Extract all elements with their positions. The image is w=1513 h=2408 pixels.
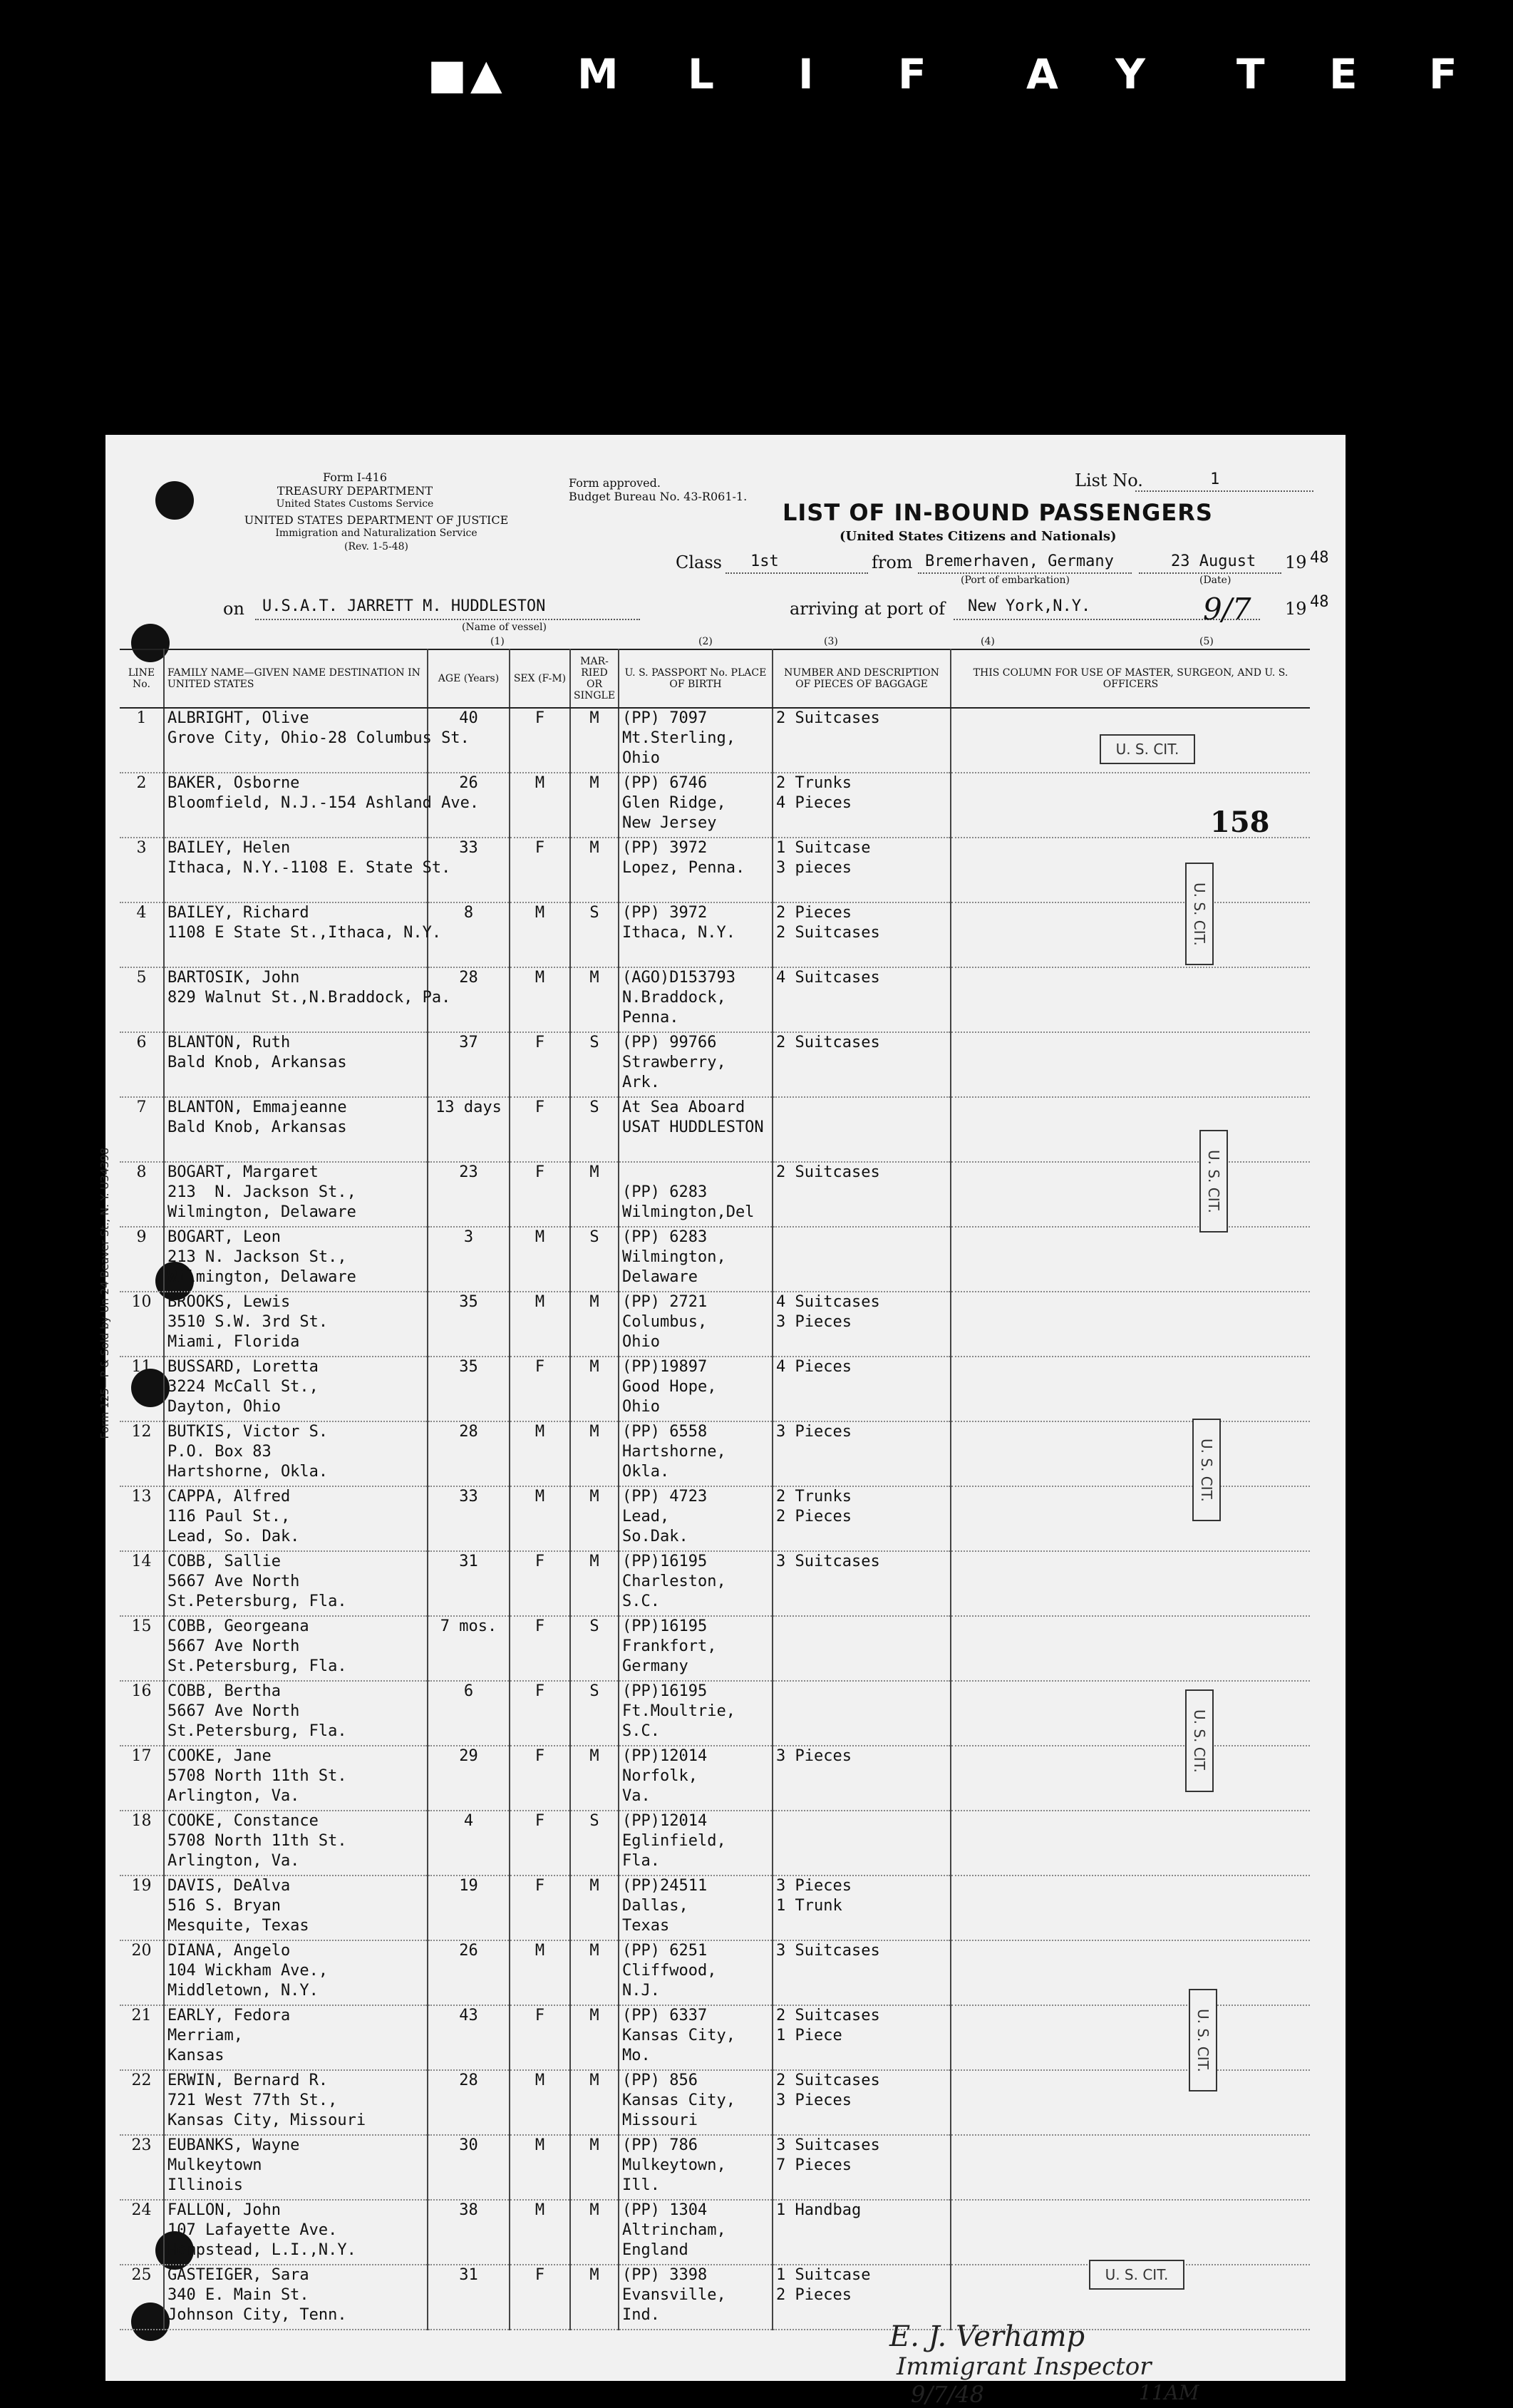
table-row xyxy=(120,1616,1310,1681)
col-age: AGE (Years) xyxy=(428,649,510,708)
passenger-sex: M xyxy=(510,1227,570,1292)
passenger-sex: F xyxy=(510,1551,570,1616)
signature-date: 9/7/48 xyxy=(911,2381,984,2408)
line-number: 8 xyxy=(120,1162,164,1227)
passenger-name: BUTKIS, Victor S. P.O. Box 83 Hartshorne, Okla. xyxy=(164,1421,428,1486)
passenger-name: BARTOSIK, John 829 Walnut St.,N.Braddock, Pa. xyxy=(164,967,428,1032)
line-number: 23 xyxy=(120,2135,164,2200)
passenger-name: COBB, Sallie 5667 Ave North St.Petersburg, Fla. xyxy=(164,1551,428,1616)
officer-notes xyxy=(951,1811,1310,1876)
passenger-name: BAILEY, Richard 1108 E State St.,Ithaca, N.Y. xyxy=(164,902,428,967)
marital-status: M xyxy=(570,2265,619,2330)
arrival-date: 9/7 xyxy=(1203,592,1251,627)
table-row xyxy=(120,1551,1310,1616)
baggage xyxy=(773,1811,951,1876)
baggage: 2 Trunks 4 Pieces xyxy=(773,773,951,838)
officer-notes xyxy=(951,1876,1310,1940)
passport-birthplace: (PP)16195 Ft.Moultrie, S.C. xyxy=(619,1681,773,1746)
baggage: 2 Suitcases xyxy=(773,1032,951,1097)
baggage: 2 Suitcases 3 Pieces xyxy=(773,2070,951,2135)
marital-status: M xyxy=(570,2005,619,2070)
marital-status: M xyxy=(570,2070,619,2135)
treasury-dept: TREASURY DEPARTMENT xyxy=(277,484,433,498)
officer-notes xyxy=(951,1032,1310,1097)
passport-birthplace: (PP)12014 Eglinfield, Fla. xyxy=(619,1811,773,1876)
line-number: 9 xyxy=(120,1227,164,1292)
passenger-name: COOKE, Jane 5708 North 11th St. Arlington, Va. xyxy=(164,1746,428,1811)
passenger-name: DAVIS, DeAlva 516 S. Bryan Mesquite, Texas xyxy=(164,1876,428,1940)
passenger-name: BOGART, Margaret 213 N. Jackson St., Wilmington, Delaware xyxy=(164,1162,428,1227)
budget-bureau: Budget Bureau No. 43-R061-1. xyxy=(569,490,748,503)
table-row xyxy=(120,1292,1310,1357)
line-number: 17 xyxy=(120,1746,164,1811)
year-value: 48 xyxy=(1310,549,1329,567)
passport-birthplace: (AGO)D153793 N.Braddock, Penna. xyxy=(619,967,773,1032)
embarkation-port: Bremerhaven, Germany xyxy=(925,552,1114,570)
film-letter: Y xyxy=(1115,50,1145,98)
marital-status: M xyxy=(570,1357,619,1421)
passenger-sex: M xyxy=(510,773,570,838)
passenger-name: COBB, Bertha 5667 Ave North St.Petersburg, Fla. xyxy=(164,1681,428,1746)
line-number: 24 xyxy=(120,2200,164,2265)
officer-notes xyxy=(951,967,1310,1032)
table-row xyxy=(120,1681,1310,1746)
passenger-age: 3 xyxy=(428,1227,510,1292)
baggage: 2 Suitcases xyxy=(773,1162,951,1227)
baggage: 3 Suitcases 7 Pieces xyxy=(773,2135,951,2200)
passport-birthplace: (PP)16195 Charleston, S.C. xyxy=(619,1551,773,1616)
col-passport: U. S. PASSPORT No. PLACE OF BIRTH xyxy=(619,649,773,708)
passenger-name: COBB, Georgeana 5667 Ave North St.Petersburg, Fla. xyxy=(164,1616,428,1681)
approval-block xyxy=(569,476,747,503)
table-row xyxy=(120,2200,1310,2265)
film-letter: F xyxy=(1429,50,1457,98)
marital-status: M xyxy=(570,708,619,773)
passenger-sex: M xyxy=(510,1421,570,1486)
officer-notes xyxy=(951,1162,1310,1227)
arrival-year: 48 xyxy=(1310,593,1329,611)
line-number: 20 xyxy=(120,1940,164,2005)
customs-service: United States Customs Service xyxy=(276,498,434,510)
from-label: from xyxy=(872,552,913,572)
officer-notes xyxy=(951,1421,1310,1486)
baggage: 4 Suitcases 3 Pieces xyxy=(773,1292,951,1357)
passenger-age: 37 xyxy=(428,1032,510,1097)
vessel-name: U.S.A.T. JARRETT M. HUDDLESTON xyxy=(262,597,546,615)
table-row xyxy=(120,1097,1310,1162)
from-line xyxy=(918,572,1132,574)
line-number: 14 xyxy=(120,1551,164,1616)
officer-notes xyxy=(951,1940,1310,2005)
table-row xyxy=(120,2135,1310,2200)
marital-status: M xyxy=(570,1162,619,1227)
line-number: 21 xyxy=(120,2005,164,2070)
line-number: 12 xyxy=(120,1421,164,1486)
passenger-age: 4 xyxy=(428,1811,510,1876)
passenger-age: 7 mos. xyxy=(428,1616,510,1681)
ins-service: Immigration and Naturalization Service xyxy=(275,528,477,539)
passport-birthplace: (PP)19897 Good Hope, Ohio xyxy=(619,1357,773,1421)
col-officers: THIS COLUMN FOR USE OF MASTER, SURGEON, AND U. S. OFFICERS xyxy=(951,649,1310,708)
passenger-age: 13 days xyxy=(428,1097,510,1162)
form-agency-block xyxy=(248,470,462,511)
marital-status: M xyxy=(570,1551,619,1616)
col-name: FAMILY NAME—GIVEN NAME DESTINATION IN UNITED STATES xyxy=(164,649,428,708)
vessel-caption: (Name of vessel) xyxy=(462,622,547,633)
passport-birthplace: (PP) 6746 Glen Ridge, New Jersey xyxy=(619,773,773,838)
form-number: Form I-416 xyxy=(322,470,388,484)
film-letter: M xyxy=(577,50,619,98)
officer-notes xyxy=(951,2070,1310,2135)
table-row xyxy=(120,773,1310,838)
arriving-label: arriving at port of xyxy=(790,599,946,619)
passport-birthplace: (PP) 6251 Cliffwood, N.J. xyxy=(619,1940,773,2005)
table-row xyxy=(120,967,1310,1032)
baggage: 2 Suitcases 1 Piece xyxy=(773,2005,951,2070)
date-line xyxy=(1139,572,1281,574)
form-approved: Form approved. xyxy=(569,476,661,490)
film-letter: F xyxy=(898,50,926,98)
justice-block xyxy=(220,513,533,554)
baggage xyxy=(773,1681,951,1746)
table-row xyxy=(120,902,1310,967)
film-letter: E xyxy=(1329,50,1358,98)
us-cit-stamp: U. S. CIT. xyxy=(1089,2260,1184,2290)
class-label: Class xyxy=(676,552,722,572)
line-number: 1 xyxy=(120,708,164,773)
passenger-name: GASTEIGER, Sara 340 E. Main St. Johnson City, Tenn. xyxy=(164,2265,428,2330)
film-letter: A xyxy=(1026,50,1058,98)
passenger-age: 19 xyxy=(428,1876,510,1940)
passport-birthplace: (PP) 2721 Columbus, Ohio xyxy=(619,1292,773,1357)
passenger-age: 23 xyxy=(428,1162,510,1227)
passenger-sex: M xyxy=(510,1292,570,1357)
baggage: 4 Suitcases xyxy=(773,967,951,1032)
baggage: 3 Pieces xyxy=(773,1746,951,1811)
passenger-name: BAKER, Osborne Bloomfield, N.J.-154 Ashland Ave. xyxy=(164,773,428,838)
signature-time: 11AM xyxy=(1139,2381,1199,2404)
passenger-sex: M xyxy=(510,967,570,1032)
col-num-5: (5) xyxy=(1199,636,1214,647)
table-row xyxy=(120,1811,1310,1876)
officer-notes xyxy=(951,1357,1310,1421)
marital-status: M xyxy=(570,1876,619,1940)
passenger-sex: F xyxy=(510,1746,570,1811)
table-row xyxy=(120,1227,1310,1292)
us-cit-stamp: U. S. CIT. xyxy=(1199,1130,1228,1233)
list-no-line xyxy=(1135,490,1313,492)
baggage xyxy=(773,1097,951,1162)
baggage: 3 Suitcases xyxy=(773,1940,951,2005)
page-subtitle: (United States Citizens and Nationals) xyxy=(840,529,1117,544)
passenger-age: 35 xyxy=(428,1292,510,1357)
passport-birthplace: At Sea Aboard USAT HUDDLESTON xyxy=(619,1097,773,1162)
line-number: 19 xyxy=(120,1876,164,1940)
table-row xyxy=(120,838,1310,902)
passport-birthplace: (PP)12014 Norfolk, Va. xyxy=(619,1746,773,1811)
passenger-manifest-page xyxy=(98,435,1346,2408)
officer-notes xyxy=(951,1097,1310,1162)
passport-birthplace: (PP) 786 Mulkeytown, Ill. xyxy=(619,2135,773,2200)
marital-status: M xyxy=(570,838,619,902)
film-header xyxy=(428,29,1461,121)
film-letter: T xyxy=(1236,50,1265,98)
officer-notes xyxy=(951,902,1310,967)
passenger-sex: F xyxy=(510,1616,570,1681)
passenger-age: 31 xyxy=(428,2265,510,2330)
marital-status: S xyxy=(570,1616,619,1681)
marital-status: M xyxy=(570,2200,619,2265)
passenger-age: 26 xyxy=(428,773,510,838)
baggage: 3 Pieces xyxy=(773,1421,951,1486)
passenger-age: 38 xyxy=(428,2200,510,2265)
table-row xyxy=(120,1746,1310,1811)
inspector-title: Immigrant Inspector xyxy=(897,2352,1152,2381)
officer-notes xyxy=(951,1486,1310,1551)
passenger-sex: F xyxy=(510,1357,570,1421)
passenger-sex: M xyxy=(510,1486,570,1551)
table-row xyxy=(120,1421,1310,1486)
baggage: 4 Pieces xyxy=(773,1357,951,1421)
passenger-age: 28 xyxy=(428,967,510,1032)
line-number: 5 xyxy=(120,967,164,1032)
passenger-age: 28 xyxy=(428,1421,510,1486)
vessel-line xyxy=(255,619,640,620)
passport-birthplace: (PP)16195 Frankfort, Germany xyxy=(619,1616,773,1681)
film-letter: ■ xyxy=(428,50,467,98)
passenger-age: 28 xyxy=(428,2070,510,2135)
baggage: 3 Pieces 1 Trunk xyxy=(773,1876,951,1940)
baggage: 1 Handbag xyxy=(773,2200,951,2265)
officer-notes xyxy=(951,1681,1310,1746)
baggage xyxy=(773,1227,951,1292)
on-label: on xyxy=(223,599,244,619)
col-num-1: (1) xyxy=(490,636,505,647)
line-number: 10 xyxy=(120,1292,164,1357)
officer-notes xyxy=(951,2005,1310,2070)
col-line: LINE No. xyxy=(120,649,164,708)
passenger-sex: F xyxy=(510,1876,570,1940)
passenger-sex: F xyxy=(510,2265,570,2330)
col-num-3: (3) xyxy=(824,636,838,647)
col-num-4: (4) xyxy=(981,636,995,647)
passenger-age: 26 xyxy=(428,1940,510,2005)
marital-status: S xyxy=(570,1811,619,1876)
list-no-value: 1 xyxy=(1210,470,1220,488)
col-baggage: NUMBER AND DESCRIPTION OF PIECES OF BAGGAGE xyxy=(773,649,951,708)
baggage: 2 Trunks 2 Pieces xyxy=(773,1486,951,1551)
marital-status: S xyxy=(570,902,619,967)
passport-birthplace: (PP) 6558 Hartshorne, Okla. xyxy=(619,1421,773,1486)
table-row xyxy=(120,1357,1310,1421)
inspector-signature: E. J. Verhamp xyxy=(889,2320,1085,2353)
passenger-age: 30 xyxy=(428,2135,510,2200)
passport-birthplace: (PP) 1304 Altrincham, England xyxy=(619,2200,773,2265)
officer-notes xyxy=(951,2200,1310,2265)
line-number: 6 xyxy=(120,1032,164,1097)
officer-notes xyxy=(951,2135,1310,2200)
passenger-name: DIANA, Angelo 104 Wickham Ave., Middletown, N.Y. xyxy=(164,1940,428,2005)
date-caption: (Date) xyxy=(1199,575,1231,586)
line-number: 25 xyxy=(120,2265,164,2330)
film-letter: ▲ xyxy=(470,50,502,98)
col-num-2: (2) xyxy=(698,636,713,647)
passenger-sex: M xyxy=(510,1940,570,2005)
port-caption: (Port of embarkation) xyxy=(961,575,1070,586)
officer-notes xyxy=(951,1292,1310,1357)
marital-status: S xyxy=(570,1032,619,1097)
passenger-sex: F xyxy=(510,1097,570,1162)
col-sex: SEX (F-M) xyxy=(510,649,570,708)
passenger-sex: F xyxy=(510,2005,570,2070)
passenger-age: 6 xyxy=(428,1681,510,1746)
marital-status: M xyxy=(570,773,619,838)
officer-notes xyxy=(951,1746,1310,1811)
officer-notes xyxy=(951,1227,1310,1292)
justice-dept: UNITED STATES DEPARTMENT OF JUSTICE xyxy=(244,513,509,527)
marital-status: M xyxy=(570,1421,619,1486)
page-title: LIST OF IN-BOUND PASSENGERS xyxy=(783,499,1213,526)
marital-status: M xyxy=(570,1940,619,2005)
passenger-age: 35 xyxy=(428,1357,510,1421)
marital-status: M xyxy=(570,1486,619,1551)
marital-status: M xyxy=(570,2135,619,2200)
table-row xyxy=(120,1940,1310,2005)
film-letter: L xyxy=(688,50,714,98)
marital-status: M xyxy=(570,967,619,1032)
officer-notes xyxy=(951,838,1310,902)
passenger-sex: F xyxy=(510,838,570,902)
arrival-year-prefix: 19 xyxy=(1285,599,1307,619)
passenger-sex: M xyxy=(510,2135,570,2200)
passport-birthplace: (PP) 3398 Evansville, Ind. xyxy=(619,2265,773,2330)
marital-status: S xyxy=(570,1097,619,1162)
us-cit-stamp: U. S. CIT. xyxy=(1185,1689,1214,1792)
line-number: 11 xyxy=(120,1357,164,1421)
class-line xyxy=(725,572,868,574)
printer-imprint: Form 125—P & Sold by Un 24 Beaver St., N. Y. U34398 xyxy=(98,1148,111,1439)
passenger-age: 43 xyxy=(428,2005,510,2070)
passenger-sex: F xyxy=(510,708,570,773)
line-number: 22 xyxy=(120,2070,164,2135)
list-no-label: List No. xyxy=(1075,470,1143,490)
line-number: 13 xyxy=(120,1486,164,1551)
passenger-sex: F xyxy=(510,1811,570,1876)
us-cit-stamp: U. S. CIT. xyxy=(1185,863,1214,965)
us-cit-stamp: U. S. CIT. xyxy=(1192,1419,1221,1521)
passenger-age: 29 xyxy=(428,1746,510,1811)
passenger-age: 8 xyxy=(428,902,510,967)
table-row xyxy=(120,2070,1310,2135)
line-number: 16 xyxy=(120,1681,164,1746)
passenger-name: BAILEY, Helen Ithaca, N.Y.-1108 E. State St. xyxy=(164,838,428,902)
passenger-name: COOKE, Constance 5708 North 11th St. Arlington, Va. xyxy=(164,1811,428,1876)
line-number: 15 xyxy=(120,1616,164,1681)
officer-notes xyxy=(951,1616,1310,1681)
marital-status: M xyxy=(570,1292,619,1357)
line-number: 18 xyxy=(120,1811,164,1876)
table-row xyxy=(120,1486,1310,1551)
baggage: 2 Suitcases xyxy=(773,708,951,773)
film-letter: I xyxy=(798,50,814,98)
passenger-name: BLANTON, Emmajeanne Bald Knob, Arkansas xyxy=(164,1097,428,1162)
passenger-count: 158 xyxy=(1210,806,1270,839)
marital-status: M xyxy=(570,1746,619,1811)
passenger-name: BUSSARD, Loretta 3224 McCall St., Dayton, Ohio xyxy=(164,1357,428,1421)
table-header-row xyxy=(120,649,1310,708)
passport-birthplace: (PP) 6337 Kansas City, Mo. xyxy=(619,2005,773,2070)
table-row xyxy=(120,1032,1310,1097)
table-row xyxy=(120,1162,1310,1227)
officer-notes xyxy=(951,1551,1310,1616)
table-row xyxy=(120,1876,1310,1940)
passenger-sex: M xyxy=(510,2070,570,2135)
passenger-name: CAPPA, Alfred 116 Paul St., Lead, So. Dak. xyxy=(164,1486,428,1551)
passenger-name: ERWIN, Bernard R. 721 West 77th St., Kansas City, Missouri xyxy=(164,2070,428,2135)
passport-birthplace: (PP) 856 Kansas City, Missouri xyxy=(619,2070,773,2135)
passenger-age: 40 xyxy=(428,708,510,773)
passenger-sex: M xyxy=(510,2200,570,2265)
passenger-name: EARLY, Fedora Merriam, Kansas xyxy=(164,2005,428,2070)
passenger-age: 33 xyxy=(428,838,510,902)
line-number: 3 xyxy=(120,838,164,902)
passenger-age: 33 xyxy=(428,1486,510,1551)
passenger-sex: F xyxy=(510,1162,570,1227)
class-value: 1st xyxy=(750,552,779,570)
passenger-name: ALBRIGHT, Olive Grove City, Ohio-28 Columbus St. xyxy=(164,708,428,773)
line-number: 4 xyxy=(120,902,164,967)
passenger-name: BOGART, Leon 213 N. Jackson St., Wilmington, Delaware xyxy=(164,1227,428,1292)
embarkation-date: 23 August xyxy=(1171,552,1256,570)
year-prefix: 19 xyxy=(1285,552,1307,572)
passenger-sex: F xyxy=(510,1681,570,1746)
baggage xyxy=(773,1616,951,1681)
baggage: 2 Pieces 2 Suitcases xyxy=(773,902,951,967)
passport-birthplace: (PP) 6283 Wilmington,Del xyxy=(619,1162,773,1227)
passport-birthplace: (PP)24511 Dallas, Texas xyxy=(619,1876,773,1940)
passenger-name: BROOKS, Lewis 3510 S.W. 3rd St. Miami, Florida xyxy=(164,1292,428,1357)
passenger-name: BLANTON, Ruth Bald Knob, Arkansas xyxy=(164,1032,428,1097)
table-row xyxy=(120,2005,1310,2070)
baggage: 1 Suitcase 3 pieces xyxy=(773,838,951,902)
marital-status: S xyxy=(570,1681,619,1746)
passport-birthplace: (PP) 3972 Lopez, Penna. xyxy=(619,838,773,902)
passenger-name: FALLON, John 107 Lafayette Ave. Hempstead, L.I.,N.Y. xyxy=(164,2200,428,2265)
us-cit-stamp: U. S. CIT. xyxy=(1189,1989,1217,2091)
passenger-sex: M xyxy=(510,902,570,967)
passenger-age: 31 xyxy=(428,1551,510,1616)
marital-status: S xyxy=(570,1227,619,1292)
passenger-table xyxy=(120,649,1310,2330)
line-number: 2 xyxy=(120,773,164,838)
passenger-sex: F xyxy=(510,1032,570,1097)
passport-birthplace: (PP) 3972 Ithaca, N.Y. xyxy=(619,902,773,967)
passenger-name: EUBANKS, Wayne Mulkeytown Illinois xyxy=(164,2135,428,2200)
punch-hole xyxy=(155,481,194,520)
col-married: MAR-RIED OR SINGLE xyxy=(570,649,619,708)
line-number: 7 xyxy=(120,1097,164,1162)
baggage: 3 Suitcases xyxy=(773,1551,951,1616)
arrival-port: New York,N.Y. xyxy=(968,597,1091,615)
passport-birthplace: (PP) 99766 Strawberry, Ark. xyxy=(619,1032,773,1097)
baggage: 1 Suitcase 2 Pieces xyxy=(773,2265,951,2330)
passport-birthplace: (PP) 4723 Lead, So.Dak. xyxy=(619,1486,773,1551)
us-cit-stamp: U. S. CIT. xyxy=(1100,734,1195,764)
passport-birthplace: (PP) 6283 Wilmington, Delaware xyxy=(619,1227,773,1292)
form-revision: (Rev. 1-5-48) xyxy=(344,541,408,552)
passport-birthplace: (PP) 7097 Mt.Sterling, Ohio xyxy=(619,708,773,773)
